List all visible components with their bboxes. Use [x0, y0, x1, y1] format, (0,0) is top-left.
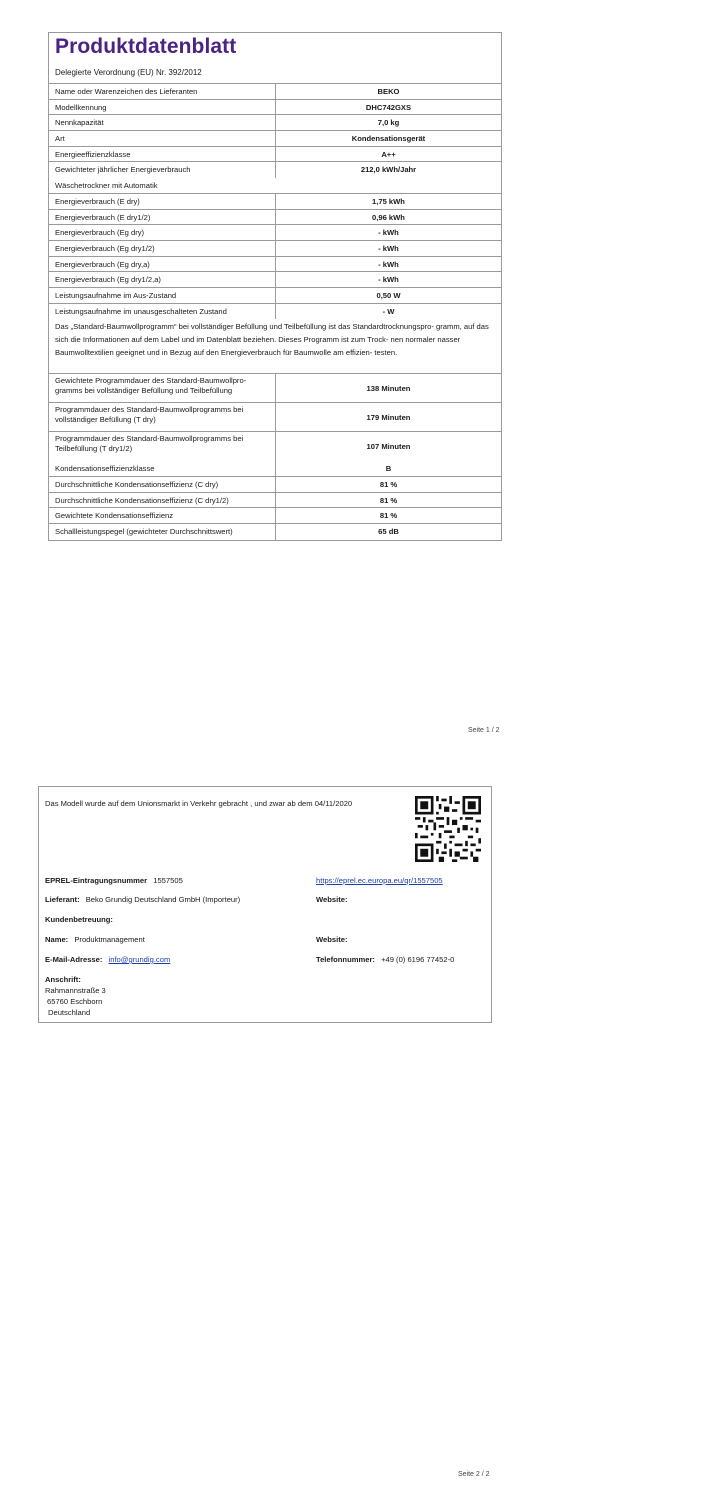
customer-service-label: Kundenbetreuung: [45, 915, 113, 924]
row-label: Energieverbrauch (E dry1/2) [49, 210, 276, 225]
row-value: 107 Minuten [366, 442, 411, 452]
row-value: DHC742GXS [365, 102, 412, 112]
table-row [49, 241, 501, 257]
table-row [49, 493, 501, 509]
row-label: Gewichtete Kondensationseffizienz [49, 508, 276, 523]
row-value: 212,0 kWh/Jahr [360, 165, 417, 175]
phone-value: +49 (0) 6196 77452-0 [381, 955, 455, 964]
address-block [45, 974, 106, 1018]
table-row [49, 210, 501, 226]
table-row [49, 319, 501, 374]
eprel-link[interactable]: https://eprel.ec.europa.eu/qr/1557505 [316, 876, 443, 885]
table-row [49, 461, 501, 477]
row-value: 1,75 kWh [372, 196, 405, 206]
email-label: E-Mail-Adresse: [45, 955, 103, 964]
supplier-label: Lieferant: [45, 895, 80, 904]
table-row [49, 508, 501, 524]
row-value: 65 dB [378, 527, 399, 537]
row-value: B [385, 464, 392, 474]
row-value: 81 % [379, 480, 398, 489]
row-label: Programmdauer des Standard-Baumwollprogramms bei Teilbefüllung (T dry1/2) [49, 432, 276, 461]
table-row [49, 288, 501, 304]
regulation-reference: Delegierte Verordnung (EU) Nr. 392/2012 [49, 64, 501, 84]
row-value: 179 Minuten [366, 412, 411, 422]
row-label: Nennkapazität [49, 115, 276, 130]
row-value: - kWh [378, 243, 399, 253]
row-label: Energieverbrauch (Eg dry) [49, 225, 276, 240]
row-value: 0,50 W [376, 290, 401, 300]
table-row [49, 194, 501, 210]
row-label: Modellkennung [49, 100, 276, 115]
registration-label: EPREL-Eintragungsnummer [45, 876, 148, 885]
row-value: BEKO [377, 87, 400, 96]
table-row [49, 477, 501, 493]
row-label: Name oder Warenzeichen des Lieferanten [49, 84, 276, 99]
row-value: - kWh [378, 228, 399, 238]
row-value: 0,96 kWh [372, 212, 405, 222]
datasheet-title: Produktdatenblatt [55, 35, 237, 58]
standard-program-note: Das „Standard-Baumwollprogramm“ bei vollständiger Befüllung und Teilbefüllung ist das Standardtrocknungspro- gramm, auf das sich die Informationen auf dem Label und im Datenblatt beziehen. Dieses Programm ist zum Trock- nen normaler nasser Baumwolltextilien geeignet und in Bezug auf den Energieverbrauch für Baumwolle am effizien- testen. [55, 322, 489, 358]
row-label: Kondensationseffizienzklasse [49, 461, 276, 476]
row-label: Schallleistungspegel (gewichteter Durchschnittswert) [49, 524, 276, 540]
name-value: Produktmanagement [74, 935, 145, 944]
eprel-info-card [38, 786, 492, 1023]
table-row [49, 272, 501, 288]
row-value: 81 % [379, 495, 398, 505]
row-value: - W [382, 306, 395, 316]
row-label: Durchschnittliche Kondensationseffizienz (C dry) [49, 477, 276, 492]
market-date-note: Das Modell wurde auf dem Unionsmarkt in Verkehr gebracht , und zwar ab dem 04/11/2020 [45, 799, 353, 808]
registration-number: 1557505 [153, 876, 183, 885]
email-row [45, 955, 170, 964]
table-row [49, 84, 501, 100]
table-row [49, 115, 501, 131]
row-label: Energieverbrauch (E dry) [49, 194, 276, 209]
table-row [49, 432, 501, 461]
table-row [49, 225, 501, 241]
row-label: Leistungsaufnahme im unausgeschalteten Zustand [49, 304, 276, 320]
row-value: - kWh [378, 275, 399, 285]
row-value: 81 % [379, 511, 398, 521]
row-label: Energieverbrauch (Eg dry1/2,a) [49, 272, 276, 287]
row-label: Energieverbrauch (Eg dry1/2) [49, 241, 276, 256]
row-label: Gewichtete Programmdauer des Standard-Baumwollpro- gramms bei vollständiger Befüllung und Teilbefüllung [49, 374, 276, 402]
table-row [49, 147, 501, 163]
row-label: Gewichteter jährlicher Energieverbrauch [49, 162, 276, 178]
qr-code-icon [415, 796, 481, 862]
row-label: Energieverbrauch (Eg dry,a) [49, 257, 276, 272]
row-label: Leistungsaufnahme im Aus-Zustand [49, 288, 276, 303]
automatic-dryer-label: Wäschetrockner mit Automatik [55, 181, 158, 191]
email-link[interactable]: info@grundig.com [108, 955, 171, 964]
page-number: Seite 2 / 2 [458, 1471, 490, 1478]
table-row [49, 131, 501, 147]
phone-row [316, 955, 454, 964]
address-label: Anschrift: [45, 975, 81, 984]
row-value: 138 Minuten [366, 383, 411, 393]
name-label: Name: [45, 935, 69, 944]
row-label: Programmdauer des Standard-Baumwollprogramms bei vollständiger Befüllung (T dry) [49, 403, 276, 431]
product-datasheet-table [48, 32, 502, 541]
table-row [49, 178, 501, 194]
table-row [49, 257, 501, 273]
row-label: Durchschnittliche Kondensationseffizienz (C dry1/2) [49, 493, 276, 508]
row-value: Kondensationsgerät [351, 134, 426, 144]
row-value: 7,0 kg [377, 118, 400, 128]
row-label: Energieeffizienzklasse [49, 147, 276, 162]
table-row [49, 403, 501, 432]
contact-name-row [45, 935, 145, 944]
eprel-registration [45, 876, 183, 885]
table-row [49, 304, 501, 320]
row-value: A++ [381, 149, 396, 159]
row-value: - kWh [378, 259, 399, 269]
table-row [49, 162, 501, 178]
address-street: Rahmannstraße 3 [45, 986, 106, 995]
page-number: Seite 1 / 2 [468, 727, 500, 734]
row-label: Art [49, 131, 276, 146]
supplier-row [45, 895, 240, 904]
table-row [49, 374, 501, 403]
website-label: Website: [316, 935, 348, 944]
table-row [49, 524, 501, 540]
table-row [49, 100, 501, 116]
address-city: 65760 Eschborn [47, 997, 103, 1006]
address-country: Deutschland [48, 1008, 91, 1017]
supplier-value: Beko Grundig Deutschland GmbH (Importeur) [85, 895, 241, 904]
phone-label: Telefonnummer: [316, 955, 375, 964]
website-label: Website: [316, 895, 348, 904]
